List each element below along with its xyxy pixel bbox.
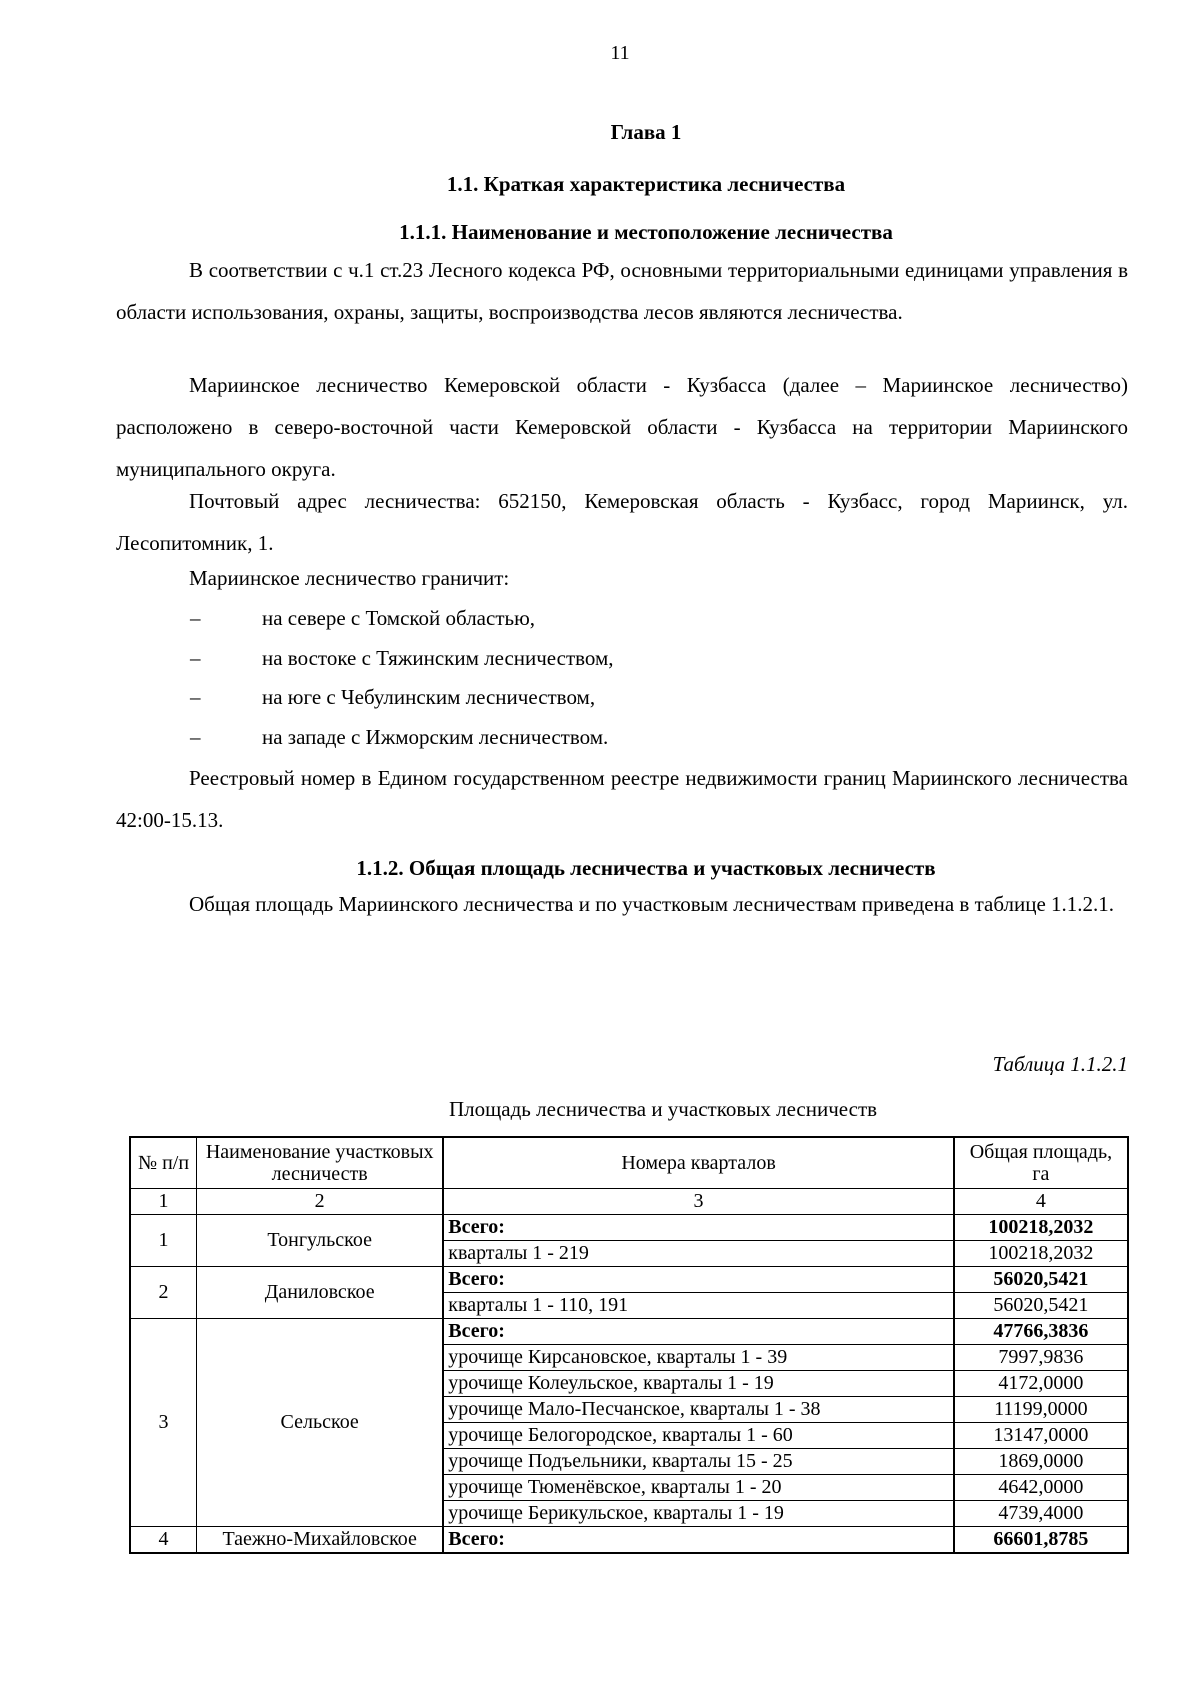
quarters-cell: кварталы 1 - 219 <box>443 1241 954 1267</box>
quarters-cell: кварталы 1 - 110, 191 <box>443 1293 954 1319</box>
quarters-cell: урочище Кирсановское, кварталы 1 - 39 <box>443 1345 954 1371</box>
group-total: 47766,3836 <box>954 1319 1128 1345</box>
dash-bullet: – <box>190 646 201 670</box>
chapter-title: Глава 1 <box>610 120 682 144</box>
paragraph-area-intro: Общая площадь Мариинского лесничества и по участковым лесничествам приведена в таблице 1.1.2.1. <box>189 892 1115 916</box>
col-number: 1 <box>130 1189 197 1215</box>
col-number: 2 <box>197 1189 444 1215</box>
dash-bullet: – <box>190 606 201 630</box>
area-cell: 13147,0000 <box>954 1423 1128 1449</box>
table-row <box>130 1215 1128 1241</box>
table-header-row <box>130 1137 1128 1189</box>
total-label: Всего: <box>443 1527 954 1554</box>
quarters-cell: урочище Берикульское, кварталы 1 - 19 <box>443 1501 954 1527</box>
group-num: 2 <box>130 1267 197 1319</box>
paragraph-registry-number: Реестровый номер в Едином государственном реестре недвижимости границ Мариинского лесничества 42:00-15.13. <box>116 766 1128 832</box>
table-title: Площадь лесничества и участковых лесничеств <box>448 1097 878 1121</box>
group-name: Даниловское <box>197 1267 444 1319</box>
subsection-title-area: 1.1.2. Общая площадь лесничества и участковых лесничеств <box>356 856 936 880</box>
group-num: 1 <box>130 1215 197 1267</box>
quarters-cell: урочище Мало-Песчанское, кварталы 1 - 38 <box>443 1397 954 1423</box>
dash-bullet: – <box>190 725 201 749</box>
quarters-cell: урочище Подъельники, кварталы 15 - 25 <box>443 1449 954 1475</box>
group-total: 56020,5421 <box>954 1267 1128 1293</box>
dash-bullet: – <box>190 685 201 709</box>
group-num: 4 <box>130 1527 197 1554</box>
table-row <box>130 1267 1128 1293</box>
group-name: Тонгульское <box>197 1215 444 1267</box>
group-total: 66601,8785 <box>954 1527 1128 1554</box>
table-row <box>130 1319 1128 1345</box>
group-num: 3 <box>130 1319 197 1527</box>
header-quarters: Номера кварталов <box>443 1137 954 1189</box>
col-number: 3 <box>443 1189 954 1215</box>
column-numbers-row <box>130 1189 1128 1215</box>
border-west: на западе с Ижморским лесничеством. <box>262 725 609 749</box>
paragraph-legal-basis: В соответствии с ч.1 ст.23 Лесного кодекса РФ, основными территориальными единицами управления в области использования, охраны, защиты, воспроизводства лесов являются лесничества. <box>116 258 1128 324</box>
paragraph-location: Мариинское лесничество Кемеровской области - Кузбасса (далее – Мариинское лесничество) расположено в северо-восточной части Кемеровской области - Кузбасса на территории Мариинского муниципального округа. <box>116 373 1128 481</box>
area-cell: 56020,5421 <box>954 1293 1128 1319</box>
area-cell: 11199,0000 <box>954 1397 1128 1423</box>
border-east: на востоке с Тяжинским лесничеством, <box>262 646 614 670</box>
total-label: Всего: <box>443 1319 954 1345</box>
total-label: Всего: <box>443 1215 954 1241</box>
quarters-cell: урочище Колеульское, кварталы 1 - 19 <box>443 1371 954 1397</box>
header-num: № п/п <box>130 1137 197 1189</box>
border-south: на юге с Чебулинским лесничеством, <box>262 685 596 709</box>
area-cell: 4642,0000 <box>954 1475 1128 1501</box>
area-cell: 1869,0000 <box>954 1449 1128 1475</box>
total-label: Всего: <box>443 1267 954 1293</box>
table-label: Таблица 1.1.2.1 <box>992 1052 1128 1076</box>
group-name: Таежно-Михайловское <box>197 1527 444 1554</box>
area-cell: 4172,0000 <box>954 1371 1128 1397</box>
paragraph-postal-address: Почтовый адрес лесничества: 652150, Кемеровская область - Кузбасс, город Мариинск, ул. Лесопитомник, 1. <box>116 489 1128 555</box>
border-north: на севере с Томской областью, <box>262 606 536 630</box>
header-area: Общая площадь, га <box>954 1137 1128 1189</box>
col-number: 4 <box>954 1189 1128 1215</box>
group-total: 100218,2032 <box>954 1215 1128 1241</box>
section-title: 1.1. Краткая характеристика лесничества <box>446 172 846 196</box>
area-cell: 100218,2032 <box>954 1241 1128 1267</box>
area-cell: 7997,9836 <box>954 1345 1128 1371</box>
table-row <box>130 1527 1128 1554</box>
area-cell: 4739,4000 <box>954 1501 1128 1527</box>
group-name: Сельское <box>197 1319 444 1527</box>
subsection-title-location: 1.1.1. Наименование и местоположение лесничества <box>399 220 893 244</box>
header-name: Наименование участковых лесничеств <box>197 1137 444 1189</box>
page-number: 11 <box>610 42 630 64</box>
paragraph-borders-intro: Мариинское лесничество граничит: <box>189 566 510 590</box>
area-table <box>129 1136 1129 1554</box>
quarters-cell: урочище Белогородское, кварталы 1 - 60 <box>443 1423 954 1449</box>
quarters-cell: урочище Тюменёвское, кварталы 1 - 20 <box>443 1475 954 1501</box>
